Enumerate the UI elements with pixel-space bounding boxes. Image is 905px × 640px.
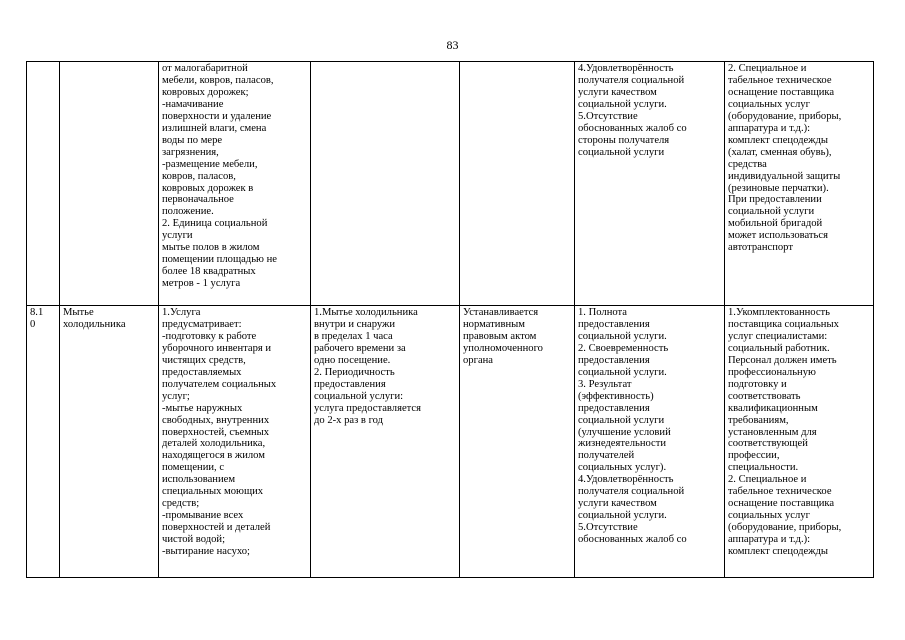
services-table [26, 61, 874, 578]
cell-service-description: 1.Услуга предусматривает: -подготовку к работе уборочного инвентаря и чистящих средств, предоставляемых получателем социальных услуг; -мытье наружных свободных, внутренних поверхностей, съемных деталей холодильника, находящегося в жилом помещении, с использованием специальных моющих средств; -промывание всех поверхностей и деталей чистой водой; -вытирание насухо; [159, 306, 311, 578]
cell-volume [311, 62, 460, 306]
cell-conditions: 1.Укомплектованность поставщика социальных услуг специалистами: социальный работник. Персонал должен иметь профессиональную подготовку и соответствовать квалификационным требованиям, установленным для соответствующей профессии, специальности. 2. Специальное и табельное техническое оснащение поставщика социальных услуг (оборудование, приборы, аппаратура и т.д.): комплект спецодежды [725, 306, 874, 578]
page-number: 83 [446, 38, 459, 52]
cell-service-description: от малогабаритной мебели, ковров, паласов, ковровых дорожек; -намачивание поверхности и удаление излишней влаги, смена воды по мере загрязнения, -размещение мебели, ковров, паласов, ковровых дорожек в первоначальное положение. 2. Единица социальной услуги мытье полов в жилом помещении площадью не более 18 квадратных метров - 1 услуга [159, 62, 311, 306]
cell-quality-indicators: 1. Полнота предоставления социальной услуги. 2. Своевременность предоставления социальной услуги. 3. Результат (эффективность) предоставления социальной услуги (улучшение условий жизнедеятельности получателей социальных услуг). 4.Удовлетворённость получателя социальной услуги качеством социальной услуги. 5.Отсутствие обоснованных жалоб со [575, 306, 725, 578]
cell-conditions: 2. Специальное и табельное техническое оснащение поставщика социальных услуг (оборудование, приборы, аппаратура и т.д.): комплект спецодежды (халат, сменная обувь), средства индивидуальной защиты (резиновые перчатки). При предоставлении социальной услуги мобильной бригадой может использоваться автотранспорт [725, 62, 874, 306]
cell-number [27, 62, 60, 306]
table-row [27, 62, 874, 306]
cell-service-name: Мытье холодильника [60, 306, 159, 578]
cell-service-name [60, 62, 159, 306]
cell-cost [460, 62, 575, 306]
cell-cost: Устанавливается нормативным правовым актом уполномоченного органа [460, 306, 575, 578]
table-row [27, 306, 874, 578]
cell-quality-indicators: 4.Удовлетворённость получателя социальной услуги качеством социальной услуги. 5.Отсутствие обоснованных жалоб со стороны получателя социальной услуги [575, 62, 725, 306]
cell-volume: 1.Мытье холодильника внутри и снаружи в пределах 1 часа рабочего времени за одно посещение. 2. Периодичность предоставления социальной услуги: услуга предоставляется до 2-х раз в год [311, 306, 460, 578]
cell-number: 8.1 0 [27, 306, 60, 578]
